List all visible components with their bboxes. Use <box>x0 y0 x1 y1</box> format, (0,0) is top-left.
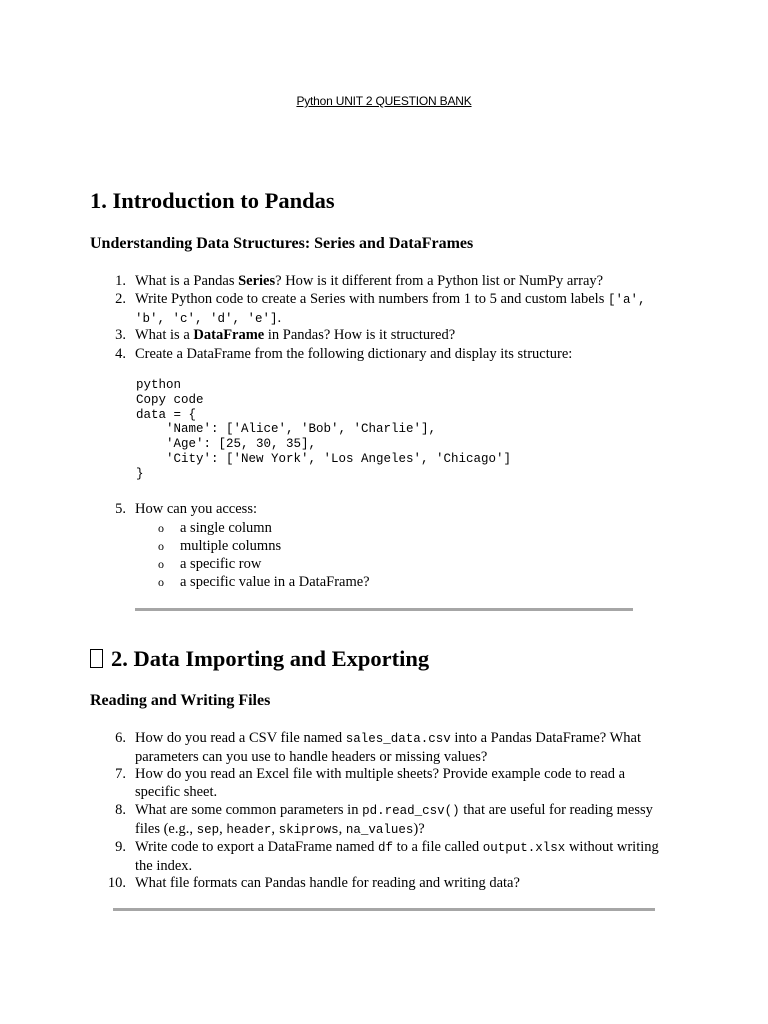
horizontal-rule <box>113 908 655 911</box>
question-text: How do you read a CSV file named sales_data.csv into a Pandas DataFrame? What parameters can you use to handle headers or missing values? <box>135 730 641 765</box>
bullet-icon: o <box>158 557 164 571</box>
sub-item: o multiple columns <box>158 538 282 554</box>
question-number: 2. <box>115 291 126 307</box>
question-number: 6. <box>115 730 126 746</box>
question-text: Create a DataFrame from the following dictionary and display its structure: <box>135 346 573 362</box>
question-text: What file formats can Pandas handle for reading and writing data? <box>135 875 520 891</box>
question-text: What is a DataFrame in Pandas? How is it structured? <box>135 327 456 343</box>
section-1-heading: 1. Introduction to Pandas <box>90 188 335 213</box>
box-glyph-icon <box>90 649 103 668</box>
sub-item: o a single column <box>158 520 272 536</box>
question-text: Write code to export a DataFrame named df to a file called output.xlsx without writing the index. <box>135 839 659 874</box>
section-1-subheading: Understanding Data Structures: Series and DataFrames <box>90 235 474 252</box>
section-2-subheading: Reading and Writing Files <box>90 692 271 709</box>
question-number: 5. <box>115 501 126 517</box>
question-text: How can you access: <box>135 501 257 517</box>
question-number: 8. <box>115 802 126 818</box>
horizontal-rule <box>135 608 633 611</box>
question-number: 3. <box>115 327 126 343</box>
question-number: 9. <box>115 839 126 855</box>
question-text: What is a Pandas Series? How is it different from a Python list or NumPy array? <box>135 273 604 289</box>
bullet-icon: o <box>158 521 164 535</box>
sub-item: o a specific row <box>158 556 262 572</box>
question-text: Write Python code to create a Series with numbers from 1 to 5 and custom labels ['a', 'b', 'c', 'd', 'e']. <box>135 291 646 326</box>
question-number: 10. <box>107 875 126 891</box>
document-title: Python UNIT 2 QUESTION BANK <box>296 94 472 108</box>
bullet-icon: o <box>158 575 164 589</box>
question-number: 7. <box>115 766 126 782</box>
question-text: What are some common parameters in pd.read_csv() that are useful for reading messy files (e.g., sep, header, skiprows, na_values)? <box>135 802 653 837</box>
question-text: How do you read an Excel file with multiple sheets? Provide example code to read a specific sheet. <box>135 766 626 800</box>
sub-item: o a specific value in a DataFrame? <box>158 574 370 590</box>
question-number: 1. <box>115 273 126 289</box>
question-number: 4. <box>115 346 126 362</box>
section-2-heading: 2. Data Importing and Exporting <box>90 646 429 672</box>
code-block: python Copy code data = { 'Name': ['Alice', 'Bob', 'Charlie'], 'Age': [25, 30, 35], 'City': ['New York', 'Los Angeles', 'Chicago'] } <box>136 378 512 481</box>
bullet-icon: o <box>158 539 164 553</box>
